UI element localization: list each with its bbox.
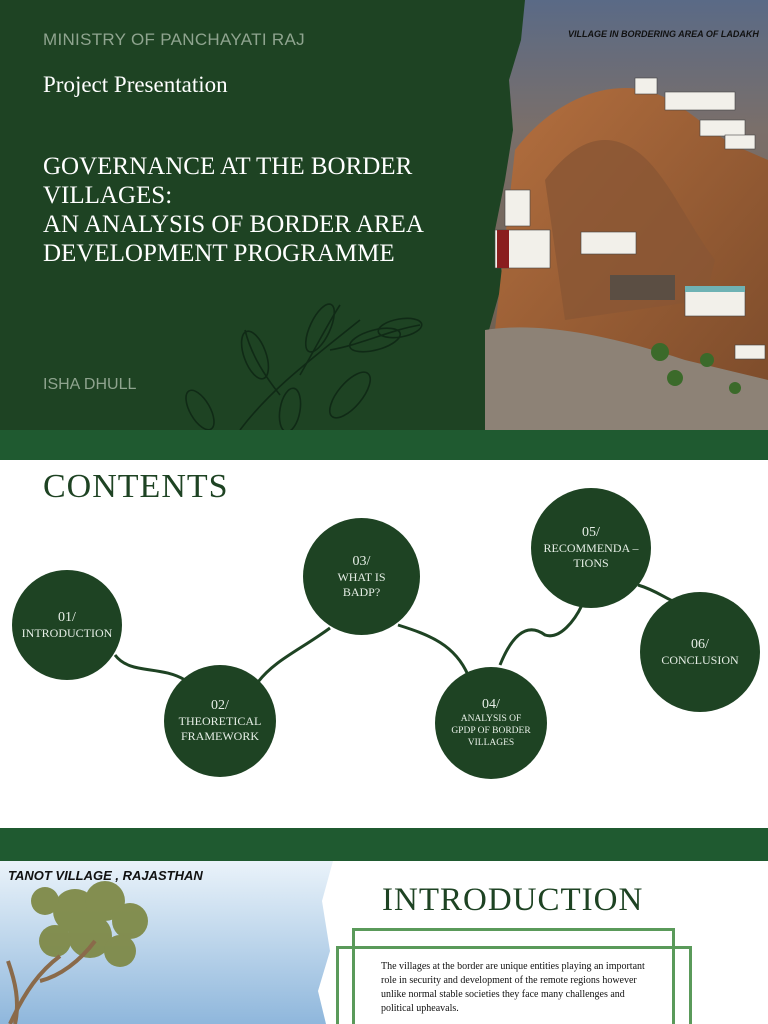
contents-title: CONTENTS [43,468,229,505]
contents-item-number: 02/ [211,698,229,713]
ladakh-village-photo [485,0,768,430]
divider-band [0,430,768,460]
introduction-title: INTRODUCTION [382,882,644,918]
presentation-title [43,152,493,268]
tanot-photo-caption: TANOT VILLAGE , RAJASTHAN [8,868,203,883]
contents-item-conclusion[interactable] [640,592,760,712]
contents-item-what-is-badp[interactable] [303,518,420,635]
title-slide [0,0,768,430]
ministry-name: MINISTRY OF PANCHAYATI RAJ [43,30,305,49]
contents-item-label: ANALYSIS OF GPDP OF BORDER VILLAGES [451,714,531,748]
contents-item-recommendations[interactable] [531,488,651,608]
ladakh-photo-caption: VILLAGE IN BORDERING AREA OF LADAKH [568,29,759,39]
contents-item-number: 04/ [482,697,500,712]
presentation-subtitle: Project Presentation [43,72,228,97]
contents-item-label: RECOMMENDA –TIONS [543,541,639,570]
title-line: DEVELOPMENT PROGRAMME [43,240,395,267]
author-name: ISHA DHULL [43,376,137,393]
contents-item-number: 06/ [691,636,709,652]
title-line: VILLAGES: [43,182,173,209]
divider-band [0,828,768,861]
contents-item-label: THEORETICAL FRAMEWORK [178,714,262,743]
title-line: GOVERNANCE AT THE BORDER [43,153,413,180]
contents-item-analysis-gpdp[interactable] [435,667,547,779]
contents-item-label: WHAT IS BADP? [337,569,386,599]
contents-item-introduction[interactable] [12,570,122,680]
introduction-slide [0,861,768,1024]
contents-item-label: INTRODUCTION [21,625,113,640]
contents-item-number: 05/ [582,525,600,540]
contents-slide [0,460,768,828]
tanot-village-photo [0,861,333,1024]
introduction-text: The villages at the border are unique entities playing an important role in security and development of the remote regions however unlike normal stable societies they face many challenges and political upheavals. [381,961,645,1014]
leaf-illustration [170,300,440,430]
contents-item-theoretical-framework[interactable] [164,665,276,777]
contents-item-number: 03/ [352,553,371,569]
contents-item-number: 01/ [58,609,76,625]
contents-item-label: CONCLUSION [661,652,739,667]
title-line: AN ANALYSIS OF BORDER AREA [43,211,424,238]
